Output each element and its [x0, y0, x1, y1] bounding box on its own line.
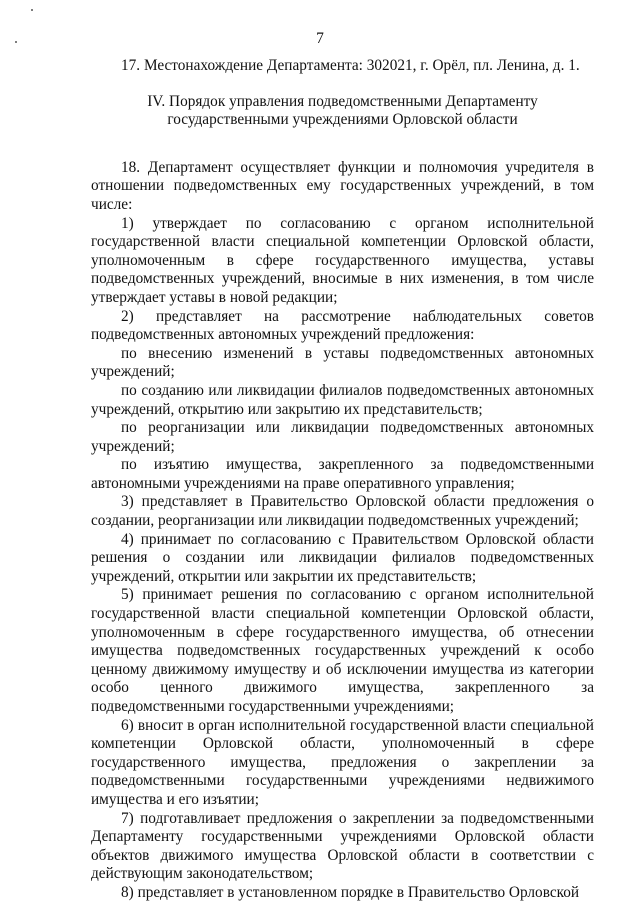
- department-location: 17. Местонахождение Департамента: 302021, г. Орёл, пл. Ленина, д. 1.: [121, 57, 580, 74]
- paragraph-subitem: по внесению изменений в уставы подведомственных автономных учреждений;: [91, 344, 594, 381]
- document-body: [91, 57, 594, 903]
- paragraph-item-8: 8) представляет в установленном порядке в Правительство Орловской: [121, 883, 580, 901]
- section-heading-line: IV. Порядок управления подведомственными Департаменту: [147, 92, 538, 110]
- paragraph-item-1: 1) утверждает по согласованию с органом исполнительной государственной власти специальной компетенции Орловской области, уполномоченным в сфере государственного имущества, уставы подведомственных учреждений, вносимые в них изменения, в том числе утверждает уставы в новой редакции;: [91, 214, 594, 306]
- paragraph-item-7: 7) подготавливает предложения о закреплении за подведомственными Департаменту государственными учреждениями Орловской области объектов движимого имущества Орловской области в соответствии с действующим законодательством;: [91, 809, 594, 883]
- section-heading: [91, 93, 594, 130]
- paragraph-item-3: 3) представляет в Правительство Орловской области предложения о создании, реорганизации или ликвидации подведомственных учреждений;: [91, 493, 594, 530]
- paragraph-item-2: 2) представляет на рассмотрение наблюдательных советов подведомственных автономных учреждений предложения:: [91, 307, 594, 344]
- paragraph-subitem: по изъятию имущества, закрепленного за подведомственными автономными учреждениями на праве оперативного управления;: [91, 456, 594, 492]
- page-number: 7: [316, 30, 324, 47]
- scan-speck: [31, 9, 33, 11]
- paragraph-18: 18. Департамент осуществляет функции и полномочия учредителя в отношении подведомственных ему государственных учреждений, в том числе:: [91, 158, 594, 213]
- paragraph-item-5: 5) принимает решения по согласованию с органом исполнительной государственной власти специальной компетенции Орловской области, уполномоченным в сфере государственного имущества, об отнесении имущества подведомственных государственных учреждений к особо ценному движимому имуществу и об исключении имущества из категории особо ценного движимого имущества, закрепленного за подведомственными государственными учреждениями;: [91, 586, 594, 715]
- paragraph-item-6: 6) вносит в орган исполнительной государственной власти специальной компетенции Орловской области, уполномоченный в сфере государственного имущества, предложения о закреплении за подведомственными государственными учреждениями недвижимого имущества и его изъятии;: [91, 716, 594, 808]
- paragraph-subitem: по созданию или ликвидации филиалов подведомственных автономных учреждений, открытию или закрытию их представительств;: [91, 381, 594, 418]
- paragraph-item-4: 4) принимает по согласованию с Правительством Орловской области решения о создании или ликвидации филиалов подведомственных учреждений, открытии или закрытии их представительств;: [91, 530, 594, 585]
- paragraph-subitem: по реорганизации или ликвидации подведомственных автономных учреждений;: [91, 419, 594, 455]
- section-heading-line: государственными учреждениями Орловской области: [167, 111, 518, 129]
